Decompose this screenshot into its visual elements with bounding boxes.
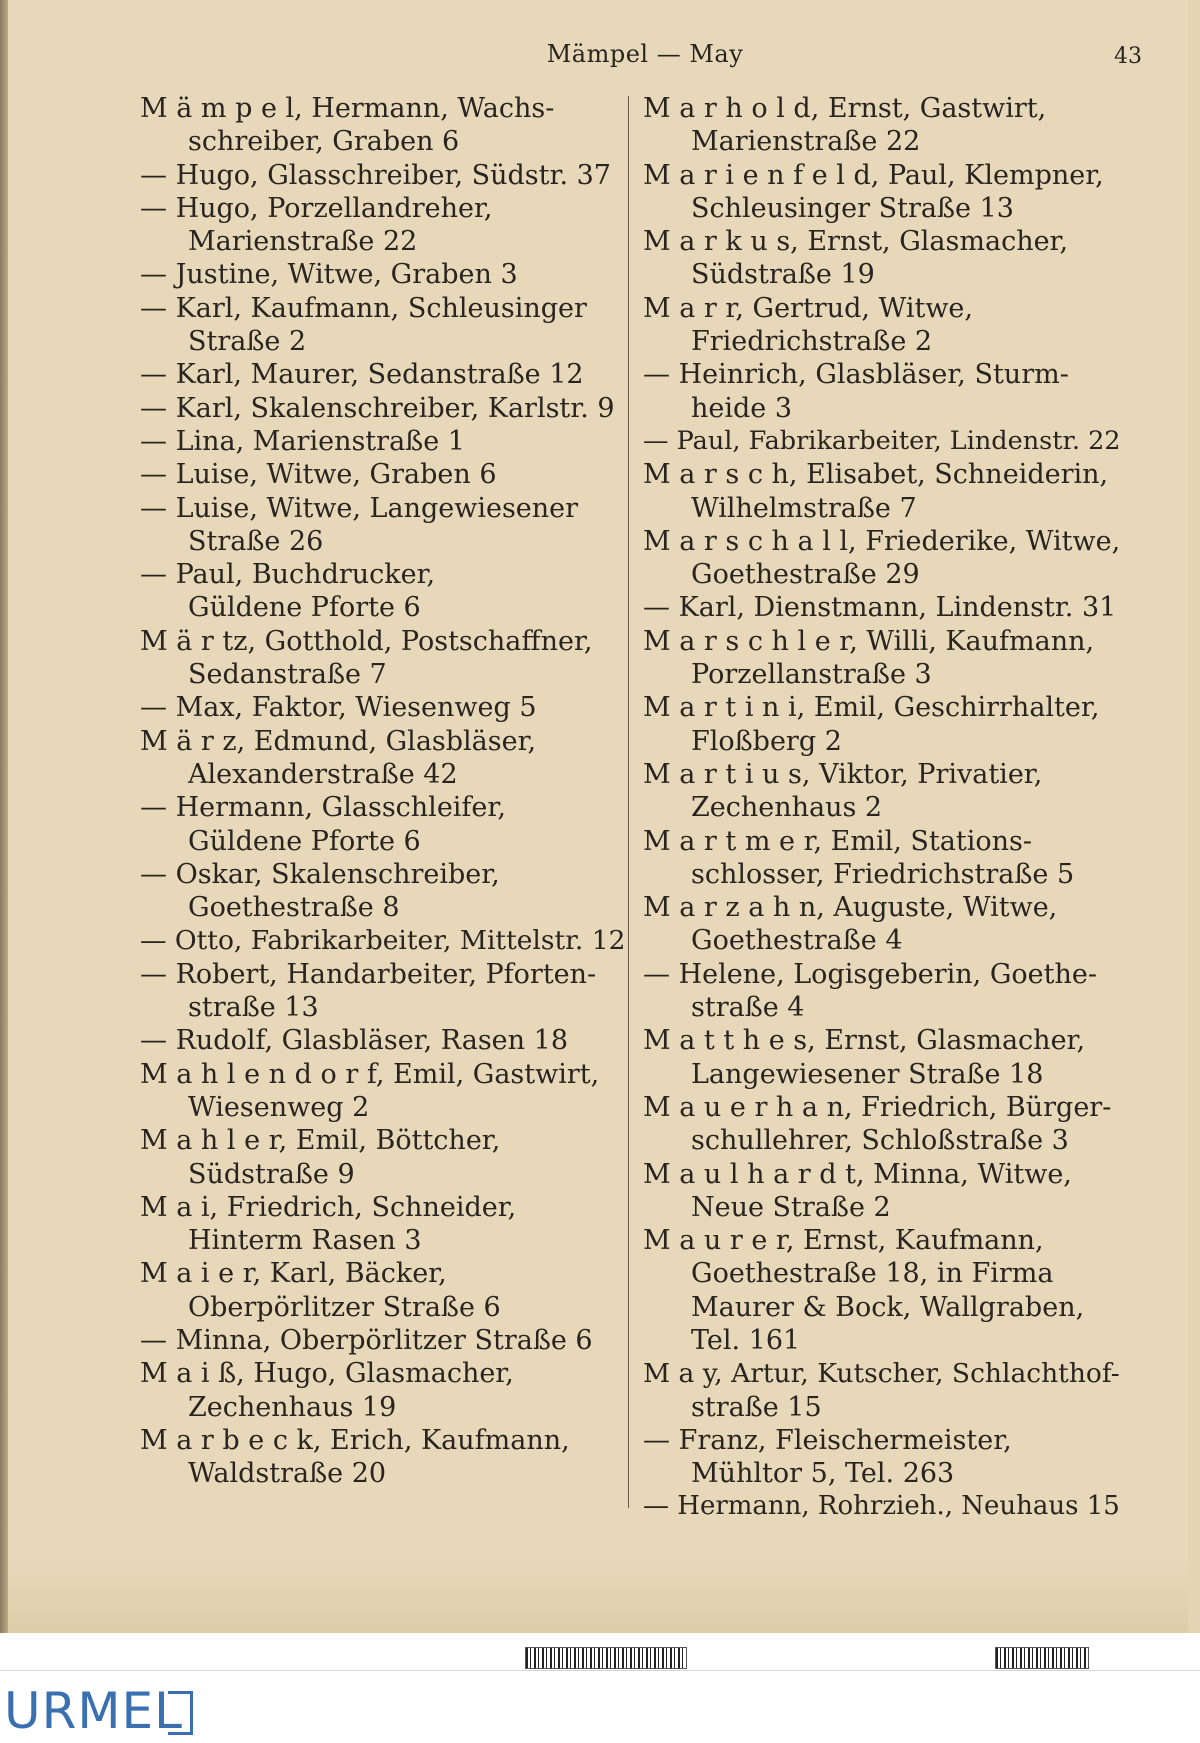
entry-line: M a r z a h n, Auguste, Witwe, [643,892,1058,924]
entry-line: — Otto, Fabrikarbeiter, Mittelstr. 12 [140,925,626,957]
directory-entry [643,1224,1128,1357]
directory-entry [643,1091,1128,1158]
directory-entry [643,591,1128,624]
entry-continuation-line: Mühltor 5, Tel. 263 [691,1458,955,1490]
directory-entry [643,758,1128,825]
directory-entry [643,1424,1128,1491]
entry-continuation-line: heide 3 [691,392,793,424]
entry-continuation-line: Wilhelmstraße 7 [691,492,917,524]
directory-entry [140,625,625,692]
entry-line: — Minna, Oberpörlitzer Straße 6 [140,1324,593,1356]
entry-line: M a r s c h, Elisabet, Schneiderin, [643,459,1109,491]
left-column [140,92,625,1490]
directory-entry [140,1357,625,1424]
directory-entry [643,1158,1128,1225]
entry-line: M a r t i u s, Viktor, Privatier, [643,758,1043,790]
directory-entry [140,1324,625,1357]
directory-entry [140,159,625,192]
entry-continuation-line: Goethestraße 18, in Firma [691,1258,1054,1290]
entry-continuation-line: Wiesenweg 2 [188,1091,370,1123]
directory-entry [140,1024,625,1057]
directory-entry [140,1257,625,1324]
directory-entry [140,1058,625,1125]
entry-line: — Hermann, Glasschleifer, [140,792,506,824]
directory-entry [643,825,1128,892]
entry-line: M a r h o l d, Ernst, Gastwirt, [643,93,1047,124]
entry-line: — Hugo, Porzellandreher, [140,192,493,224]
entry-continuation-line: Neue Straße 2 [691,1191,891,1223]
directory-entry [140,458,625,491]
entry-line: — Paul, Fabrikarbeiter, Lindenstr. 22 [643,425,1121,456]
entry-line: M a i e r, Karl, Bäcker, [140,1258,447,1290]
directory-entry [643,691,1128,758]
entry-line: — Robert, Handarbeiter, Pforten- [140,958,597,990]
urmel-logo[interactable]: URMEL [4,1682,183,1740]
barcode-right [995,1647,1089,1669]
entry-continuation-line: Straße 26 [188,525,324,557]
directory-entry [643,292,1128,359]
directory-entry [643,358,1128,425]
entry-continuation-line: Waldstraße 20 [188,1458,387,1490]
entry-continuation-line: Güldene Pforte 6 [188,592,421,624]
directory-entry [140,392,625,425]
entry-line: M a i ß, Hugo, Glasmacher, [140,1358,514,1390]
entry-continuation-line: schullehrer, Schloßstraße 3 [691,1125,1069,1157]
directory-entry [140,92,625,159]
directory-entry [643,225,1128,292]
paper-page-bottom [8,1560,1188,1633]
directory-entry [643,891,1128,958]
entry-continuation-line: Hinterm Rasen 3 [188,1225,422,1257]
directory-entry [643,625,1128,692]
entry-continuation-line: Floßberg 2 [691,725,842,757]
entry-line: — Hugo, Glasschreiber, Südstr. 37 [140,159,611,191]
entry-continuation-line: Maurer & Bock, Wallgraben, [691,1291,1085,1323]
directory-entry [140,691,625,724]
entry-continuation-line: straße 13 [188,992,319,1024]
entry-line: M a r s c h l e r, Willi, Kaufmann, [643,625,1095,657]
entry-continuation-line: schreiber, Graben 6 [188,126,460,158]
entry-line: M a r k u s, Ernst, Glasmacher, [643,226,1069,258]
running-header: Mämpel — May [546,40,744,68]
entry-continuation-line: Friedrichstraße 2 [691,326,933,358]
entry-continuation-line: Porzellanstraße 3 [691,659,932,691]
barcode-left [525,1647,687,1669]
footer-rule [0,1670,1200,1671]
entry-continuation-line: Oberpörlitzer Straße 6 [188,1291,501,1323]
entry-continuation-line: Schleusinger Straße 13 [691,192,1014,224]
entry-continuation-line: Alexanderstraße 42 [188,758,458,790]
entry-continuation-line: Tel. 161 [691,1324,801,1356]
directory-entry [643,425,1128,458]
directory-entry [140,791,625,858]
entry-continuation-line: schlosser, Friedrichstraße 5 [691,858,1075,890]
entry-line: — Heinrich, Glasbläser, Sturm- [643,359,1069,391]
entry-continuation-line: Langewiesener Straße 18 [691,1058,1044,1090]
entry-line: M a i, Friedrich, Schneider, [140,1191,517,1223]
directory-entry [643,458,1128,525]
directory-entry [140,1424,625,1491]
entry-line: — Franz, Fleischermeister, [643,1424,1012,1456]
directory-entry [140,192,625,259]
directory-entry [140,858,625,925]
directory-entry [643,1490,1128,1523]
entry-continuation-line: Goethestraße 29 [691,559,920,591]
directory-entry [643,1357,1128,1424]
entry-continuation-line: straße 15 [691,1391,822,1423]
directory-entry [140,1124,625,1191]
entry-line: M ä r tz, Gotthold, Postschaffner, [140,625,593,657]
directory-entry [140,558,625,625]
directory-entry [140,258,625,291]
entry-continuation-line: Goethestraße 4 [691,925,903,957]
entry-continuation-line: Marienstraße 22 [691,126,921,158]
entry-line: — Helene, Logisgeberin, Goethe- [643,958,1097,990]
entry-line: — Karl, Kaufmann, Schleusinger [140,292,587,324]
directory-entry [140,292,625,359]
directory-entry [643,958,1128,1025]
entry-continuation-line: Güldene Pforte 6 [188,825,421,857]
entry-line: M a u e r h a n, Friedrich, Bürger- [643,1091,1112,1123]
entry-continuation-line: Südstraße 19 [691,259,875,291]
entry-continuation-line: Straße 2 [188,326,307,358]
entry-line: M a r i e n f e l d, Paul, Klempner, [643,159,1104,191]
right-column [643,92,1128,1524]
page-number: 43 [1114,44,1142,69]
directory-entry [643,525,1128,592]
entry-line: — Karl, Maurer, Sedanstraße 12 [140,359,584,391]
entry-line: M a y, Artur, Kutscher, Schlachthof- [643,1358,1120,1390]
directory-entry [643,1024,1128,1091]
entry-line: M a t t h e s, Ernst, Glasmacher, [643,1025,1086,1057]
entry-continuation-line: Zechenhaus 19 [188,1391,397,1423]
urmel-logo-box-mark [168,1691,193,1735]
entry-line: — Karl, Dienstmann, Lindenstr. 31 [643,592,1117,624]
entry-line: — Luise, Witwe, Graben 6 [140,459,497,491]
directory-entry [140,725,625,792]
directory-entry [140,425,625,458]
entry-line: M a u l h a r d t, Minna, Witwe, [643,1158,1072,1190]
column-divider [628,96,629,1508]
entry-line: M a r s c h a l l, Friederike, Witwe, [643,525,1121,557]
entry-line: — Lina, Marienstraße 1 [140,425,465,457]
entry-line: — Max, Faktor, Wiesenweg 5 [140,692,537,724]
entry-line: M a u r e r, Ernst, Kaufmann, [643,1225,1044,1257]
entry-line: M a h l e n d o r f, Emil, Gastwirt, [140,1058,600,1090]
entry-continuation-line: straße 4 [691,992,805,1024]
entry-line: M a h l e r, Emil, Böttcher, [140,1125,501,1157]
directory-entry [140,924,625,957]
entry-line: — Luise, Witwe, Langewiesener [140,492,579,524]
entry-continuation-line: Zechenhaus 2 [691,792,883,824]
directory-entry [643,92,1128,159]
entry-line: — Justine, Witwe, Graben 3 [140,259,518,291]
entry-continuation-line: Sedanstraße 7 [188,659,387,691]
entry-line: M a r t i n i, Emil, Geschirrhalter, [643,692,1100,724]
entry-line: M ä r z, Edmund, Glasbläser, [140,725,537,757]
entry-continuation-line: Goethestraße 8 [188,892,400,924]
entry-line: M ä m p e l, Hermann, Wachs- [140,93,555,124]
entry-line: — Hermann, Rohrzieh., Neuhaus 15 [643,1491,1120,1522]
entry-line: M a r r, Gertrud, Witwe, [643,292,973,324]
directory-entry [140,358,625,391]
entry-line: — Karl, Skalenschreiber, Karlstr. 9 [140,392,615,424]
entry-line: M a r t m e r, Emil, Stations- [643,825,1032,857]
entry-continuation-line: Marienstraße 22 [188,226,418,258]
entry-line: — Rudolf, Glasbläser, Rasen 18 [140,1025,568,1057]
directory-entry [140,492,625,559]
entry-line: — Paul, Buchdrucker, [140,559,436,591]
directory-entry [140,958,625,1025]
entry-line: — Oskar, Skalenschreiber, [140,858,500,890]
directory-entry [140,1191,625,1258]
directory-entry [643,159,1128,226]
entry-continuation-line: Südstraße 9 [188,1158,355,1190]
entry-line: M a r b e c k, Erich, Kaufmann, [140,1424,570,1456]
